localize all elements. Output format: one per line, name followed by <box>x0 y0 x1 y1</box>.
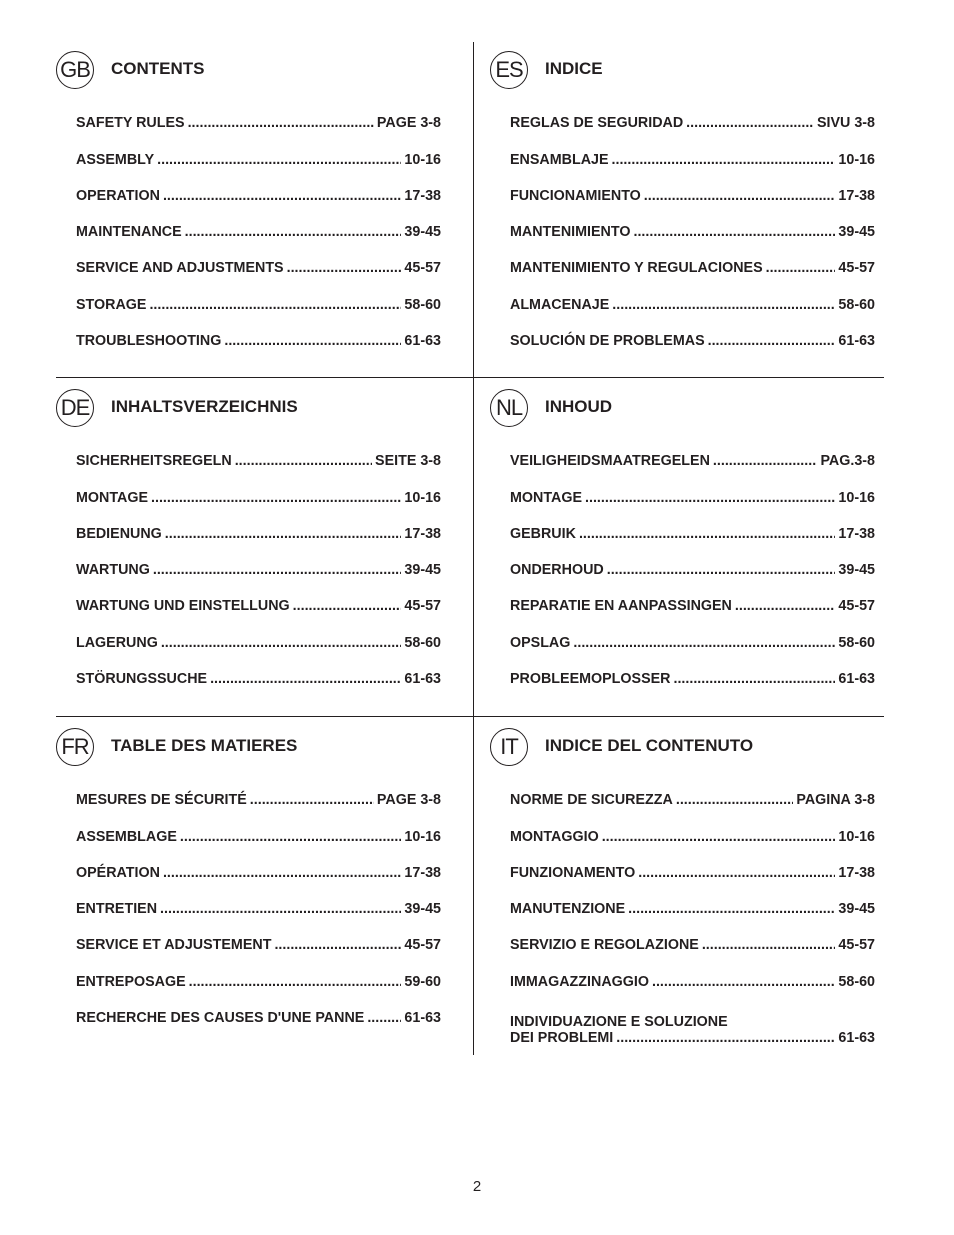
dot-leader <box>367 1010 401 1026</box>
toc-entry-page: 58-60 <box>838 973 875 990</box>
dot-leader <box>602 829 836 845</box>
toc-entry-page: 61-63 <box>404 1010 441 1027</box>
toc-entry-label: ALMACENAJE <box>510 296 610 313</box>
page-number: 2 <box>472 1178 482 1195</box>
toc-entry-label: SERVICE AND ADJUSTMENTS <box>76 260 284 277</box>
toc-entry-page: 61-63 <box>404 333 441 350</box>
toc-entry <box>76 772 441 808</box>
dot-leader <box>628 901 835 917</box>
toc-entry-label: WARTUNG UND EINSTELLUNG <box>76 598 290 615</box>
toc-entry-page: 45-57 <box>404 260 441 277</box>
toc-entry <box>76 240 441 276</box>
toc-entry-label: MAINTENANCE <box>76 224 182 241</box>
toc-entry <box>510 651 875 687</box>
toc-entry <box>510 953 875 989</box>
toc-entry-page: 17-38 <box>838 864 875 881</box>
toc-entry-label: ENSAMBLAJE <box>510 151 609 168</box>
toc-entry <box>510 95 875 131</box>
section-title: CONTENTS <box>111 59 205 78</box>
language-code-badge: FR <box>56 728 94 766</box>
toc-entry <box>76 276 441 312</box>
toc-entry-page: 59-60 <box>404 973 441 990</box>
toc-entry <box>76 917 441 953</box>
toc-entry <box>510 433 875 469</box>
section-title: TABLE DES MATIERES <box>111 736 298 755</box>
toc-entry-label: VEILIGHEIDSMAATREGELEN <box>510 453 710 470</box>
toc-entry-page: 10-16 <box>404 151 441 168</box>
dot-leader <box>250 792 374 808</box>
toc-entry-label: ASSEMBLY <box>76 151 155 168</box>
toc-entry-label: STÖRUNGSSUCHE <box>76 671 208 688</box>
toc-entry <box>510 469 875 505</box>
toc-entry-label: RECHERCHE DES CAUSES D'UNE PANNE <box>76 1010 365 1027</box>
toc-entry <box>76 578 441 614</box>
language-code-badge: IT <box>490 728 528 766</box>
toc-entry-page: 39-45 <box>404 224 441 241</box>
toc-entry-page: 45-57 <box>838 260 875 277</box>
toc-entry-page: 39-45 <box>404 562 441 579</box>
dot-leader <box>293 598 402 614</box>
toc-entry-page: 10-16 <box>404 489 441 506</box>
dot-leader <box>165 526 402 542</box>
toc-entry-label: OPSLAG <box>510 634 571 651</box>
toc-entry-label: MESURES DE SÉCURITÉ <box>76 792 247 809</box>
toc-entry-label: REPARATIE EN AANPASSINGEN <box>510 598 732 615</box>
toc-entry <box>76 881 441 917</box>
toc-entry <box>76 808 441 844</box>
toc-entry-page: 45-57 <box>838 598 875 615</box>
language-code-badge: GB <box>56 51 94 89</box>
toc-entry-page: 45-57 <box>404 937 441 954</box>
toc-entry <box>76 131 441 167</box>
toc-entry-label: WARTUNG <box>76 562 150 579</box>
toc-entry-label: LAGERUNG <box>76 634 158 651</box>
toc-entry <box>76 614 441 650</box>
dot-leader <box>686 115 814 131</box>
dot-leader <box>633 224 835 240</box>
toc-entry-label: STORAGE <box>76 296 147 313</box>
toc-entry-label: FUNCIONAMIENTO <box>510 187 641 204</box>
toc-entry-page: 17-38 <box>404 187 441 204</box>
toc-entry-label: MANTENIMIENTO <box>510 224 631 241</box>
toc-entry <box>510 204 875 240</box>
toc-entry-list <box>510 772 875 1046</box>
toc-entry-page: 61-63 <box>838 333 875 350</box>
toc-entry-label: INDIVIDUAZIONE E SOLUZIONE <box>510 1013 728 1030</box>
dot-leader <box>766 260 836 276</box>
toc-entry-page: 45-57 <box>838 937 875 954</box>
toc-entry <box>510 276 875 312</box>
toc-entry <box>510 313 875 349</box>
toc-entry <box>510 506 875 542</box>
dot-leader <box>188 115 374 131</box>
toc-entry-label: PROBLEEMOPLOSSER <box>510 671 671 688</box>
toc-entry-list <box>76 433 441 687</box>
toc-entry-label: ONDERHOUD <box>510 562 604 579</box>
toc-entry <box>76 542 441 578</box>
toc-entry <box>510 614 875 650</box>
toc-entry-page: 10-16 <box>838 489 875 506</box>
dot-leader <box>151 490 401 506</box>
dot-leader <box>713 453 818 469</box>
dot-leader <box>579 526 835 542</box>
language-code-badge: ES <box>490 51 528 89</box>
toc-entry-page: 17-38 <box>838 187 875 204</box>
toc-entry-label: SERVICE ET ADJUSTEMENT <box>76 937 272 954</box>
toc-entry-label: OPÉRATION <box>76 864 160 881</box>
toc-entry <box>510 131 875 167</box>
toc-entry-page: 58-60 <box>838 634 875 651</box>
dot-leader <box>573 635 835 651</box>
toc-entry <box>510 808 875 844</box>
toc-entry <box>76 845 441 881</box>
toc-entry-page: 58-60 <box>838 296 875 313</box>
toc-entry-page: 61-63 <box>838 671 875 688</box>
toc-entry-page: 10-16 <box>838 828 875 845</box>
dot-leader <box>153 562 402 578</box>
toc-entry-page: 45-57 <box>404 598 441 615</box>
dot-leader <box>676 792 794 808</box>
toc-entry-page: 17-38 <box>838 525 875 542</box>
toc-entry-list <box>76 95 441 349</box>
dot-leader <box>673 671 835 687</box>
toc-entry <box>76 469 441 505</box>
language-code-badge: NL <box>490 389 528 427</box>
toc-entry-list <box>510 95 875 349</box>
toc-entry-page: SIVU 3-8 <box>816 115 875 132</box>
dot-leader <box>185 224 402 240</box>
toc-entry-page: 17-38 <box>404 525 441 542</box>
dot-leader <box>616 1030 835 1046</box>
dot-leader <box>235 453 372 469</box>
toc-entry-page: 61-63 <box>404 671 441 688</box>
toc-entry-label: OPERATION <box>76 187 160 204</box>
toc-entry <box>76 204 441 240</box>
toc-entry-list <box>510 433 875 687</box>
toc-entry-page: 10-16 <box>838 151 875 168</box>
toc-entry-label: GEBRUIK <box>510 525 576 542</box>
toc-entry <box>510 772 875 808</box>
toc-entry-page: 10-16 <box>404 828 441 845</box>
toc-entry-label: SOLUCIÓN DE PROBLEMAS <box>510 333 705 350</box>
toc-entry <box>510 881 875 917</box>
toc-entry-page: 58-60 <box>404 634 441 651</box>
toc-entry-label: MONTAGE <box>76 489 149 506</box>
toc-entry-list <box>76 772 441 1026</box>
toc-entry <box>76 313 441 349</box>
toc-entry-page: 58-60 <box>404 296 441 313</box>
toc-entry-label: ENTRETIEN <box>76 901 158 918</box>
toc-entry-label: SAFETY RULES <box>76 115 185 132</box>
section-title: INDICE <box>545 59 603 78</box>
toc-entry-label-continued: DEI PROBLEMI <box>510 1029 614 1046</box>
dot-leader <box>149 297 401 313</box>
column-divider <box>473 42 474 1055</box>
toc-entry-page: PAGE 3-8 <box>376 792 441 809</box>
toc-entry-label: SICHERHEITSREGELN <box>76 453 232 470</box>
dot-leader <box>638 865 835 881</box>
toc-entry-label: IMMAGAZZINAGGIO <box>510 973 649 990</box>
toc-entry-page: 61-63 <box>838 1029 875 1046</box>
toc-entry-label: MONTAGE <box>510 489 583 506</box>
toc-entry-label: TROUBLESHOOTING <box>76 333 222 350</box>
toc-entry-page: PAGE 3-8 <box>376 115 441 132</box>
toc-entry-label: SERVIZIO E REGOLAZIONE <box>510 937 699 954</box>
toc-entry-label: BEDIENUNG <box>76 525 162 542</box>
section-title: INDICE DEL CONTENUTO <box>545 736 754 755</box>
toc-entry-label: REGLAS DE SEGURIDAD <box>510 115 684 132</box>
dot-leader <box>644 188 836 204</box>
language-code-badge: DE <box>56 389 94 427</box>
toc-entry <box>510 240 875 276</box>
dot-leader <box>224 333 401 349</box>
toc-entry <box>76 953 441 989</box>
toc-entry <box>510 168 875 204</box>
dot-leader <box>607 562 836 578</box>
dot-leader <box>702 937 836 953</box>
row-divider-2 <box>56 716 884 717</box>
toc-entry-page: 17-38 <box>404 864 441 881</box>
toc-entry-label: ASSEMBLAGE <box>76 828 177 845</box>
toc-entry <box>510 578 875 614</box>
toc-entry-page: 39-45 <box>838 901 875 918</box>
dot-leader <box>189 974 402 990</box>
dot-leader <box>652 974 835 990</box>
toc-entry-page: 39-45 <box>404 901 441 918</box>
toc-entry <box>510 917 875 953</box>
dot-leader <box>585 490 835 506</box>
toc-entry <box>510 990 875 1046</box>
toc-entry-label: MONTAGGIO <box>510 828 599 845</box>
toc-entry-label: FUNZIONAMENTO <box>510 864 636 881</box>
toc-entry-page: 39-45 <box>838 562 875 579</box>
dot-leader <box>180 829 402 845</box>
section-title: INHALTSVERZEICHNIS <box>111 397 298 416</box>
dot-leader <box>160 901 401 917</box>
toc-entry-label: MANUTENZIONE <box>510 901 626 918</box>
toc-entry <box>76 506 441 542</box>
dot-leader <box>612 297 835 313</box>
toc-entry-page: SEITE 3-8 <box>375 453 441 470</box>
dot-leader <box>612 152 836 168</box>
toc-entry-page: 39-45 <box>838 224 875 241</box>
dot-leader <box>163 865 401 881</box>
dot-leader <box>161 635 402 651</box>
row-divider-1 <box>56 377 884 378</box>
toc-entry <box>510 845 875 881</box>
toc-entry <box>76 990 441 1026</box>
toc-entry-label: NORME DE SICUREZZA <box>510 792 673 809</box>
toc-entry-page: PAGINA 3-8 <box>796 792 875 809</box>
dot-leader <box>708 333 836 349</box>
toc-entry <box>76 95 441 131</box>
toc-entry <box>76 168 441 204</box>
toc-entry-label: ENTREPOSAGE <box>76 973 186 990</box>
dot-leader <box>274 937 401 953</box>
dot-leader <box>287 260 402 276</box>
dot-leader <box>210 671 401 687</box>
dot-leader <box>163 188 401 204</box>
section-title: INHOUD <box>545 397 613 416</box>
toc-entry-label: MANTENIMIENTO Y REGULACIONES <box>510 260 763 277</box>
toc-entry <box>76 651 441 687</box>
toc-entry-page: PAG.3-8 <box>820 453 875 470</box>
dot-leader <box>157 152 401 168</box>
dot-leader <box>735 598 836 614</box>
toc-entry <box>510 542 875 578</box>
toc-entry <box>76 433 441 469</box>
